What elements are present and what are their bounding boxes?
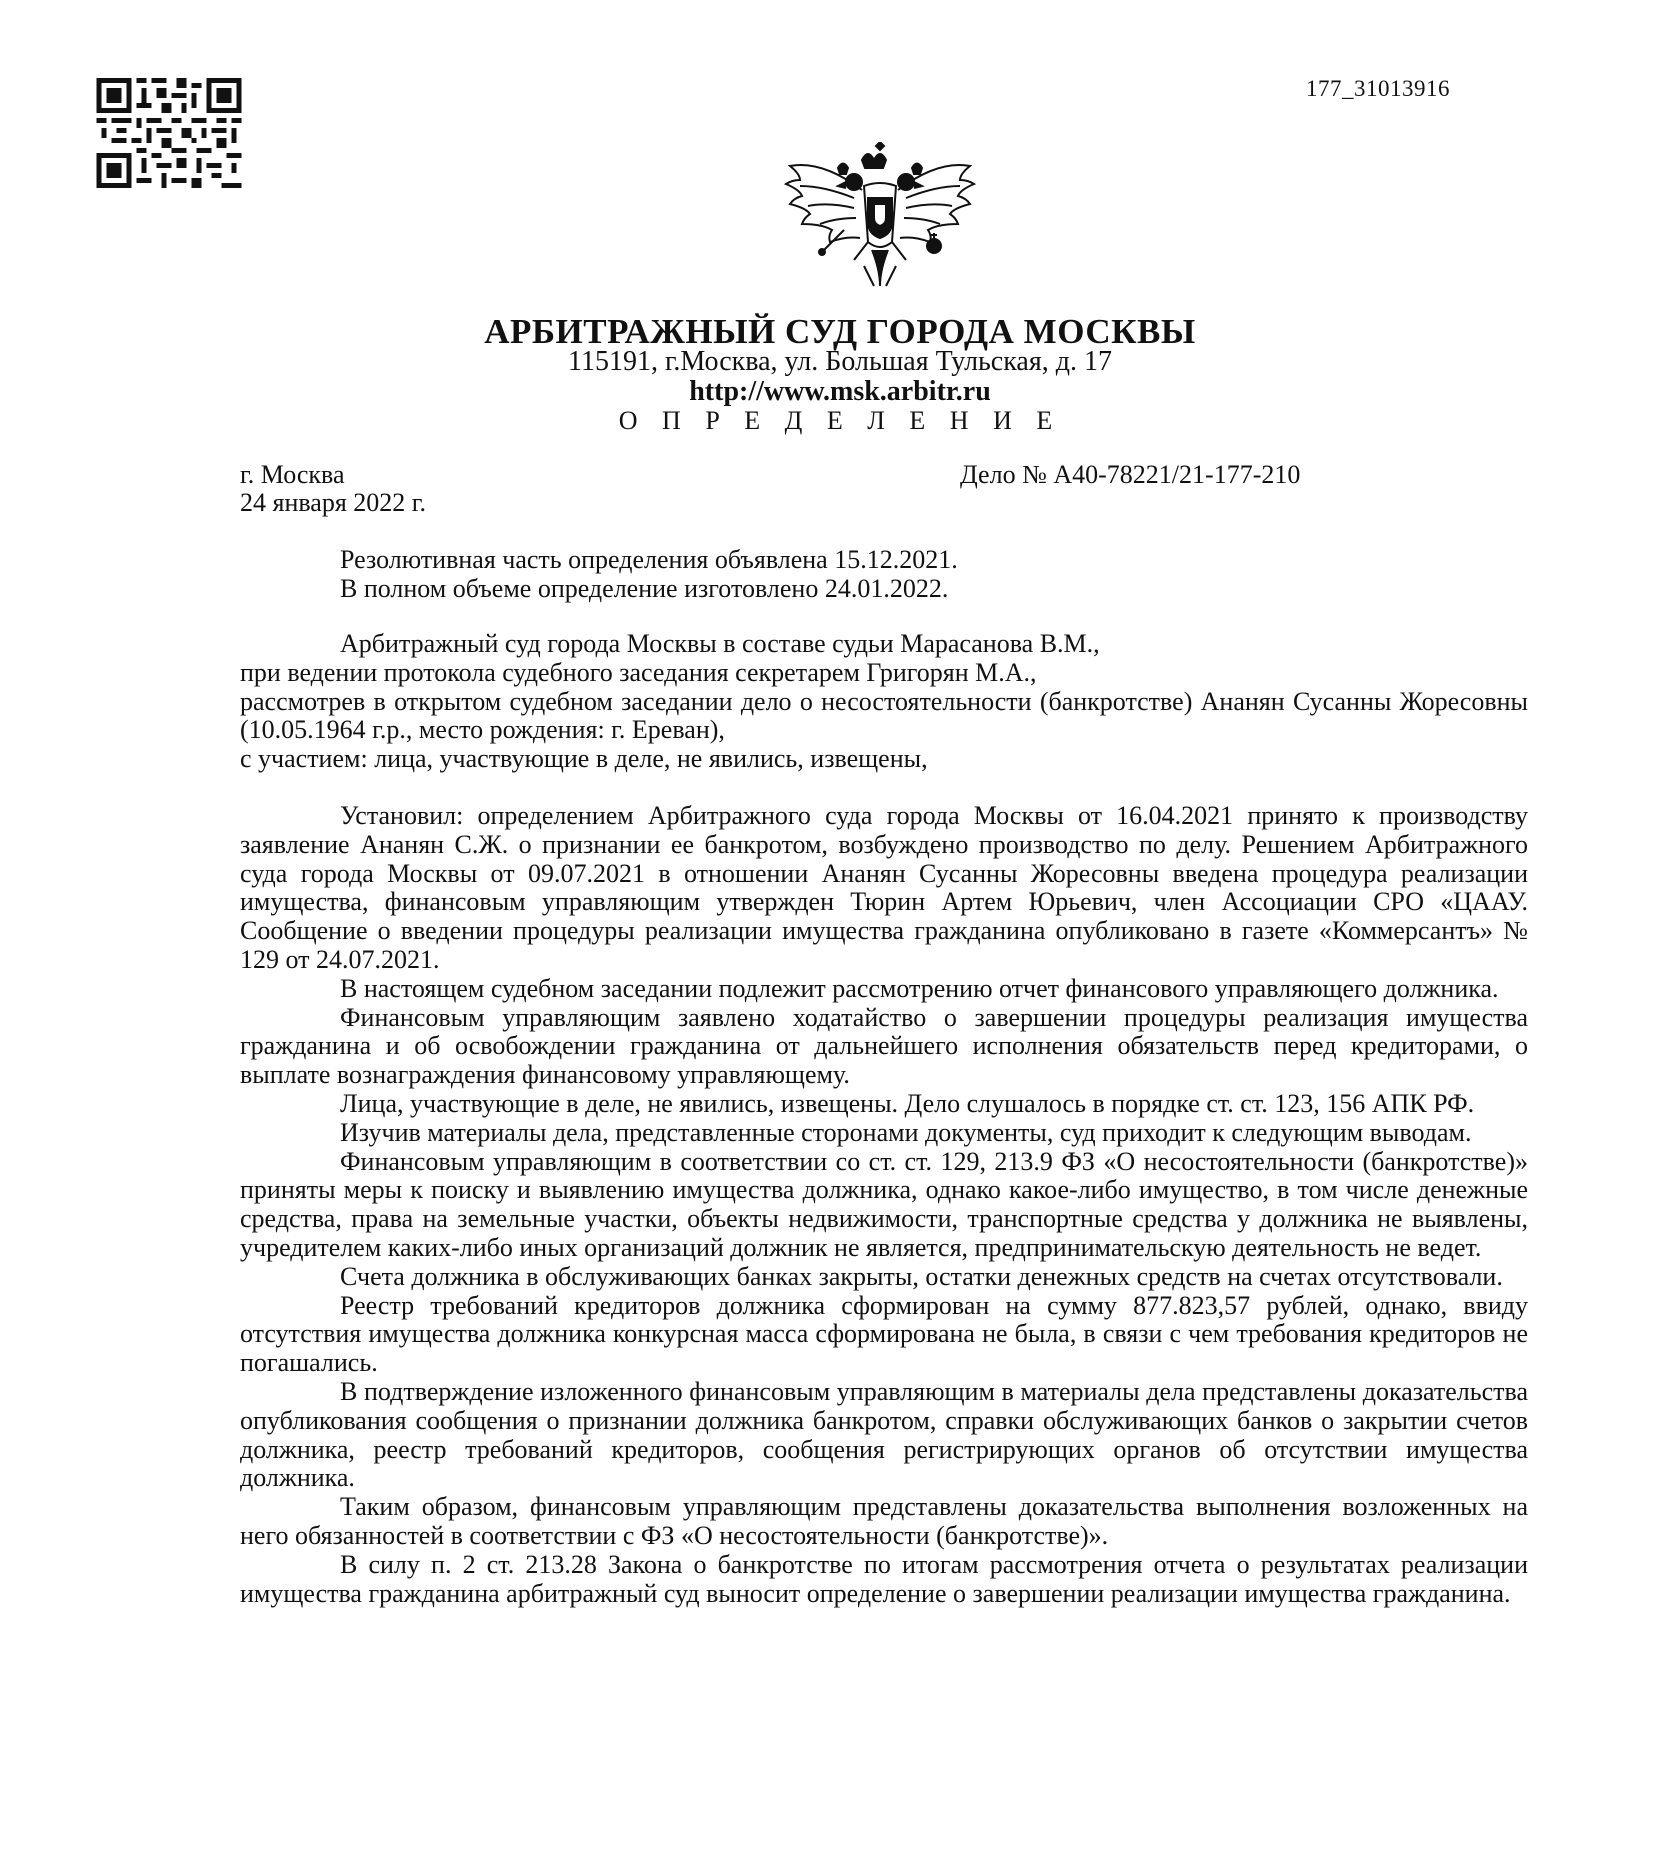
paragraph-law-basis: В силу п. 2 ст. 213.28 Закона о банкротстве по итогам рассмотрения отчета о результатах реализации имущества гражданина арбитражный суд выносит определение о завершении реализации имущества гражданина. [240, 1549, 1528, 1608]
paragraph-register: Реестр требований кредиторов должника сформирован на сумму 877.823,57 рублей, однако, ввиду отсутствия имущества должника конкурсная масса сформирована не была, в связи с чем требования кредиторов не погашались. [240, 1290, 1528, 1378]
intro-case: рассмотрев в открытом судебном заседании дело о несостоятельности (банкротстве) Ананян Сусанны Жоресовны (10.05.1964 г.р., место рождения: г. Ереван), [240, 686, 1528, 745]
city: г. Москва [240, 460, 345, 489]
full-text-note: В полном объеме определение изготовлено 24.01.2022. [340, 574, 949, 603]
document-date: 24 января 2022 г. [240, 488, 427, 517]
court-address: 115191, г.Москва, ул. Большая Тульская, д. 17 [568, 346, 1112, 377]
court-website: http://www.msk.arbitr.ru [689, 376, 991, 407]
paragraph-accounts: Счета должника в обслуживающих банках закрыты, остатки денежных средств на счетах отсутствовали. [340, 1261, 1503, 1291]
paragraph-established: Установил: определением Арбитражного суда города Москвы от 16.04.2021 принято к производству заявление Ананян С.Ж. о признании ее банкротом, возбуждено производство по делу. Решением Арбитражного суда города Москвы от 09.07.2021 в отношении Ананян Сусанны Жоресовны введена процедура реализации имущества, финансовым управляющим утвержден Тюрин Артем Юрьевич, член Ассоциации СРО «ЦААУ. Сообщение о введении процедуры реализации имущества гражданина опубликовано в газете «Коммерсантъ» № 129 от 24.07.2021. [240, 800, 1528, 974]
paragraph-petition: Финансовым управляющим заявлено ходатайство о завершении процедуры реализация имущества гражданина и об освобождении гражданина от дальнейшего исполнения обязательств перед кредиторами, о выплате вознаграждения финансовому управляющему. [240, 1002, 1528, 1090]
intro-secretary: при ведении протокола судебного заседания секретарем Григорян М.А., [240, 657, 1037, 687]
intro-judge: Арбитражный суд города Москвы в составе судьи Марасанова В.М., [340, 629, 1100, 658]
case-number: Дело № А40-78221/21-177-210 [960, 460, 1301, 489]
intro-participants: с участием: лица, участвующие в деле, не явились, извещены, [240, 744, 928, 774]
document-type: О П Р Е Д Е Л Е Н И Е [618, 406, 1062, 435]
coat-of-arms-icon [784, 142, 976, 294]
paragraph-conclusions: Изучив материалы дела, представленные сторонами документы, суд приходит к следующим выводам. [340, 1117, 1472, 1147]
court-name: АРБИТРАЖНЫЙ СУД ГОРОДА МОСКВЫ [484, 312, 1196, 351]
paragraph-evidence: В подтверждение изложенного финансовым управляющим в материалы дела представлены доказательства опубликования сообщения о признании должника банкротом, справки обслуживающих банков о закрытии счетов должника, реестр требований кредиторов, сообщения регистрирующих органов об отсутствии имущества должника. [240, 1376, 1528, 1493]
resolutive-note: Резолютивная часть определения объявлена 15.12.2021. [340, 545, 958, 574]
document-number: 177_31013916 [1306, 76, 1450, 101]
paragraph-property-search: Финансовым управляющим в соответствии со ст. ст. 129, 213.9 ФЗ «О несостоятельности (банкротстве)» приняты меры к поиску и выявлению имущества должника, однако какое-либо имущество, в том числе денежные средства, права на земельные участки, объекты недвижимости, транспортные средства у должника не выявлены, учредителем каких-либо иных организаций должник не является, предпринимательскую деятельность не ведет. [240, 1146, 1528, 1262]
paragraph-attendance: Лица, участвующие в деле, не явились, извещены. Дело слушалось в порядке ст. ст. 123, 156 АПК РФ. [340, 1088, 1475, 1118]
document-body [240, 630, 1528, 1608]
paragraph-report: В настоящем судебном заседании подлежит рассмотрению отчет финансового управляющего должника. [340, 973, 1499, 1003]
spacer [240, 774, 1528, 802]
qr-code-icon [96, 78, 242, 188]
paragraph-summary: Таким образом, финансовым управляющим представлены доказательства выполнения возложенных на него обязанностей в соответствии с ФЗ «О несостоятельности (банкротстве)». [240, 1492, 1528, 1550]
